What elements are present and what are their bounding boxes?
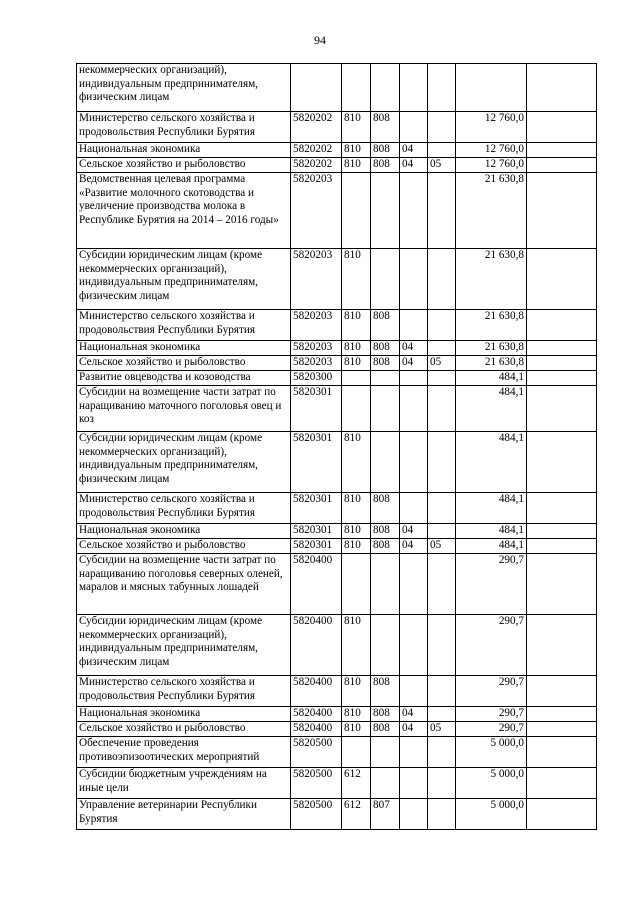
row-rz-cell: 04 bbox=[400, 707, 428, 722]
row-empty-cell bbox=[527, 539, 597, 554]
row-rz-cell bbox=[400, 768, 428, 799]
row-vr-cell: 810 bbox=[342, 524, 371, 539]
row-amount-cell: 5 000,0 bbox=[456, 799, 527, 830]
row-code-cell: 5820301 bbox=[291, 539, 342, 554]
page-number: 94 bbox=[314, 33, 326, 47]
row-vr-cell: 810 bbox=[342, 432, 371, 493]
row-empty-cell bbox=[527, 554, 597, 615]
row-amount-cell: 12 760,0 bbox=[456, 158, 527, 173]
row-empty-cell bbox=[527, 112, 597, 143]
row-amount-cell: 21 630,8 bbox=[456, 310, 527, 341]
row-name-cell: Обеспечение проведения противоэпизоотических мероприятий bbox=[77, 737, 291, 768]
row-gr-cell bbox=[371, 432, 400, 493]
row-code-cell bbox=[291, 64, 342, 112]
row-rz-cell bbox=[400, 554, 428, 615]
table-row bbox=[77, 493, 597, 524]
row-gr-cell: 808 bbox=[371, 341, 400, 356]
row-empty-cell bbox=[527, 249, 597, 310]
row-vr-cell: 810 bbox=[342, 158, 371, 173]
row-pr-cell: 05 bbox=[428, 539, 456, 554]
table-row bbox=[77, 112, 597, 143]
row-empty-cell bbox=[527, 158, 597, 173]
row-pr-cell bbox=[428, 615, 456, 676]
row-code-cell: 5820500 bbox=[291, 768, 342, 799]
table-row bbox=[77, 158, 597, 173]
row-gr-cell bbox=[371, 554, 400, 615]
table-row bbox=[77, 173, 597, 249]
row-name-cell: Субсидии юридическим лицам (кроме некоммерческих организаций), индивидуальным предпринимателям, физическим лицам bbox=[77, 432, 291, 493]
row-rz-cell bbox=[400, 386, 428, 432]
row-gr-cell bbox=[371, 249, 400, 310]
row-rz-cell bbox=[400, 310, 428, 341]
row-pr-cell bbox=[428, 371, 456, 386]
row-empty-cell bbox=[527, 722, 597, 737]
row-empty-cell bbox=[527, 799, 597, 830]
row-code-cell: 5820400 bbox=[291, 676, 342, 707]
row-empty-cell bbox=[527, 143, 597, 158]
row-rz-cell bbox=[400, 173, 428, 249]
row-name-cell: Министерство сельского хозяйства и продовольствия Республики Бурятия bbox=[77, 112, 291, 143]
row-amount-cell: 290,7 bbox=[456, 615, 527, 676]
row-name-cell: Национальная экономика bbox=[77, 524, 291, 539]
row-vr-cell: 810 bbox=[342, 676, 371, 707]
row-empty-cell bbox=[527, 707, 597, 722]
table-row bbox=[77, 737, 597, 768]
row-empty-cell bbox=[527, 341, 597, 356]
row-empty-cell bbox=[527, 356, 597, 371]
row-gr-cell: 808 bbox=[371, 356, 400, 371]
row-pr-cell bbox=[428, 737, 456, 768]
row-vr-cell bbox=[342, 64, 371, 112]
table-row bbox=[77, 799, 597, 830]
row-gr-cell bbox=[371, 737, 400, 768]
row-name-cell: Сельское хозяйство и рыболовство bbox=[77, 722, 291, 737]
row-code-cell: 5820203 bbox=[291, 249, 342, 310]
row-amount-cell: 290,7 bbox=[456, 722, 527, 737]
row-code-cell: 5820400 bbox=[291, 707, 342, 722]
row-rz-cell bbox=[400, 432, 428, 493]
row-amount-cell: 484,1 bbox=[456, 432, 527, 493]
row-empty-cell bbox=[527, 737, 597, 768]
row-code-cell: 5820203 bbox=[291, 173, 342, 249]
row-vr-cell: 810 bbox=[342, 341, 371, 356]
row-empty-cell bbox=[527, 432, 597, 493]
row-empty-cell bbox=[527, 676, 597, 707]
row-amount-cell bbox=[456, 64, 527, 112]
row-rz-cell bbox=[400, 249, 428, 310]
row-rz-cell: 04 bbox=[400, 356, 428, 371]
row-code-cell: 5820301 bbox=[291, 432, 342, 493]
table-row bbox=[77, 539, 597, 554]
row-code-cell: 5820500 bbox=[291, 737, 342, 768]
row-name-cell: Сельское хозяйство и рыболовство bbox=[77, 158, 291, 173]
row-rz-cell bbox=[400, 64, 428, 112]
row-pr-cell bbox=[428, 768, 456, 799]
row-gr-cell: 808 bbox=[371, 112, 400, 143]
row-pr-cell bbox=[428, 143, 456, 158]
row-code-cell: 5820301 bbox=[291, 524, 342, 539]
row-amount-cell: 484,1 bbox=[456, 493, 527, 524]
row-rz-cell: 04 bbox=[400, 143, 428, 158]
row-rz-cell bbox=[400, 493, 428, 524]
budget-table-body bbox=[77, 64, 597, 830]
table-row bbox=[77, 341, 597, 356]
row-code-cell: 5820301 bbox=[291, 493, 342, 524]
row-amount-cell: 21 630,8 bbox=[456, 356, 527, 371]
row-name-cell: Национальная экономика bbox=[77, 341, 291, 356]
row-code-cell: 5820301 bbox=[291, 386, 342, 432]
row-amount-cell: 21 630,8 bbox=[456, 173, 527, 249]
row-rz-cell bbox=[400, 676, 428, 707]
row-amount-cell: 484,1 bbox=[456, 524, 527, 539]
row-amount-cell: 5 000,0 bbox=[456, 737, 527, 768]
row-empty-cell bbox=[527, 768, 597, 799]
row-pr-cell bbox=[428, 249, 456, 310]
row-empty-cell bbox=[527, 386, 597, 432]
table-row bbox=[77, 768, 597, 799]
row-amount-cell: 484,1 bbox=[456, 539, 527, 554]
row-pr-cell bbox=[428, 676, 456, 707]
row-gr-cell bbox=[371, 386, 400, 432]
row-vr-cell: 612 bbox=[342, 768, 371, 799]
row-pr-cell: 05 bbox=[428, 158, 456, 173]
row-vr-cell: 810 bbox=[342, 112, 371, 143]
row-code-cell: 5820202 bbox=[291, 143, 342, 158]
row-vr-cell: 810 bbox=[342, 249, 371, 310]
row-empty-cell bbox=[527, 310, 597, 341]
row-code-cell: 5820203 bbox=[291, 341, 342, 356]
row-rz-cell: 04 bbox=[400, 524, 428, 539]
row-pr-cell: 05 bbox=[428, 356, 456, 371]
row-vr-cell bbox=[342, 371, 371, 386]
row-code-cell: 5820202 bbox=[291, 158, 342, 173]
row-rz-cell: 04 bbox=[400, 539, 428, 554]
table-row bbox=[77, 356, 597, 371]
row-name-cell: Сельское хозяйство и рыболовство bbox=[77, 356, 291, 371]
budget-table bbox=[76, 63, 597, 830]
row-gr-cell bbox=[371, 768, 400, 799]
table-row bbox=[77, 371, 597, 386]
row-name-cell: Национальная экономика bbox=[77, 707, 291, 722]
row-name-cell: Субсидии бюджетным учреждениям на иные цели bbox=[77, 768, 291, 799]
row-gr-cell bbox=[371, 64, 400, 112]
row-name-cell: Развитие овцеводства и козоводства bbox=[77, 371, 291, 386]
row-vr-cell: 810 bbox=[342, 143, 371, 158]
row-vr-cell bbox=[342, 173, 371, 249]
row-pr-cell bbox=[428, 310, 456, 341]
row-name-cell: Сельское хозяйство и рыболовство bbox=[77, 539, 291, 554]
row-name-cell: Ведомственная целевая программа «Развитие молочного скотоводства и увеличение производства молока в Республике Бурятия на 2014 – 2016 годы» bbox=[77, 173, 291, 249]
row-gr-cell bbox=[371, 173, 400, 249]
row-vr-cell: 810 bbox=[342, 493, 371, 524]
row-gr-cell: 808 bbox=[371, 722, 400, 737]
row-name-cell: некоммерческих организаций), индивидуальным предпринимателям, физическим лицам bbox=[77, 64, 291, 112]
row-gr-cell bbox=[371, 615, 400, 676]
row-code-cell: 5820400 bbox=[291, 722, 342, 737]
table-row bbox=[77, 432, 597, 493]
row-name-cell: Управление ветеринарии Республики Бурятия bbox=[77, 799, 291, 830]
row-pr-cell: 05 bbox=[428, 722, 456, 737]
row-pr-cell bbox=[428, 554, 456, 615]
row-pr-cell bbox=[428, 799, 456, 830]
row-rz-cell bbox=[400, 737, 428, 768]
row-pr-cell bbox=[428, 341, 456, 356]
row-amount-cell: 12 760,0 bbox=[456, 112, 527, 143]
row-name-cell: Субсидии юридическим лицам (кроме некоммерческих организаций), индивидуальным предпринимателям, физическим лицам bbox=[77, 615, 291, 676]
row-empty-cell bbox=[527, 64, 597, 112]
row-amount-cell: 290,7 bbox=[456, 707, 527, 722]
table-row bbox=[77, 310, 597, 341]
table-row bbox=[77, 615, 597, 676]
row-name-cell: Министерство сельского хозяйства и продовольствия Республики Бурятия bbox=[77, 676, 291, 707]
row-empty-cell bbox=[527, 493, 597, 524]
row-gr-cell bbox=[371, 371, 400, 386]
row-vr-cell: 810 bbox=[342, 615, 371, 676]
row-name-cell: Субсидии на возмещение части затрат по наращиванию маточного поголовья овец и коз bbox=[77, 386, 291, 432]
row-pr-cell bbox=[428, 493, 456, 524]
row-vr-cell bbox=[342, 554, 371, 615]
row-pr-cell bbox=[428, 173, 456, 249]
row-gr-cell: 808 bbox=[371, 676, 400, 707]
row-empty-cell bbox=[527, 173, 597, 249]
row-vr-cell: 810 bbox=[342, 539, 371, 554]
row-rz-cell: 04 bbox=[400, 158, 428, 173]
row-name-cell: Национальная экономика bbox=[77, 143, 291, 158]
row-vr-cell bbox=[342, 737, 371, 768]
row-pr-cell bbox=[428, 386, 456, 432]
row-amount-cell: 12 760,0 bbox=[456, 143, 527, 158]
table-row bbox=[77, 707, 597, 722]
table-row bbox=[77, 386, 597, 432]
row-pr-cell bbox=[428, 524, 456, 539]
row-empty-cell bbox=[527, 371, 597, 386]
row-pr-cell bbox=[428, 707, 456, 722]
row-code-cell: 5820203 bbox=[291, 310, 342, 341]
row-amount-cell: 21 630,8 bbox=[456, 341, 527, 356]
row-name-cell: Министерство сельского хозяйства и продовольствия Республики Бурятия bbox=[77, 493, 291, 524]
row-rz-cell bbox=[400, 615, 428, 676]
row-gr-cell: 808 bbox=[371, 143, 400, 158]
row-vr-cell: 810 bbox=[342, 310, 371, 341]
row-code-cell: 5820202 bbox=[291, 112, 342, 143]
row-code-cell: 5820500 bbox=[291, 799, 342, 830]
table-row bbox=[77, 554, 597, 615]
row-gr-cell: 808 bbox=[371, 493, 400, 524]
row-amount-cell: 5 000,0 bbox=[456, 768, 527, 799]
table-row bbox=[77, 722, 597, 737]
table-row bbox=[77, 249, 597, 310]
row-empty-cell bbox=[527, 524, 597, 539]
row-pr-cell bbox=[428, 112, 456, 143]
row-amount-cell: 290,7 bbox=[456, 554, 527, 615]
row-vr-cell: 810 bbox=[342, 722, 371, 737]
row-amount-cell: 484,1 bbox=[456, 371, 527, 386]
row-code-cell: 5820400 bbox=[291, 554, 342, 615]
row-pr-cell bbox=[428, 432, 456, 493]
row-rz-cell bbox=[400, 799, 428, 830]
row-pr-cell bbox=[428, 64, 456, 112]
row-rz-cell: 04 bbox=[400, 722, 428, 737]
row-vr-cell: 612 bbox=[342, 799, 371, 830]
row-amount-cell: 290,7 bbox=[456, 676, 527, 707]
row-gr-cell: 808 bbox=[371, 524, 400, 539]
row-name-cell: Министерство сельского хозяйства и продовольствия Республики Бурятия bbox=[77, 310, 291, 341]
row-gr-cell: 808 bbox=[371, 158, 400, 173]
row-code-cell: 5820203 bbox=[291, 356, 342, 371]
row-amount-cell: 21 630,8 bbox=[456, 249, 527, 310]
row-rz-cell: 04 bbox=[400, 341, 428, 356]
row-gr-cell: 807 bbox=[371, 799, 400, 830]
row-gr-cell: 808 bbox=[371, 707, 400, 722]
table-row bbox=[77, 143, 597, 158]
row-name-cell: Субсидии на возмещение части затрат по наращиванию поголовья северных оленей, маралов и мясных табунных лошадей bbox=[77, 554, 291, 615]
row-rz-cell bbox=[400, 112, 428, 143]
row-gr-cell: 808 bbox=[371, 539, 400, 554]
row-vr-cell: 810 bbox=[342, 356, 371, 371]
table-row bbox=[77, 64, 597, 112]
row-empty-cell bbox=[527, 615, 597, 676]
row-code-cell: 5820400 bbox=[291, 615, 342, 676]
row-vr-cell: 810 bbox=[342, 707, 371, 722]
row-amount-cell: 484,1 bbox=[456, 386, 527, 432]
row-rz-cell bbox=[400, 371, 428, 386]
table-row bbox=[77, 524, 597, 539]
table-row bbox=[77, 676, 597, 707]
row-code-cell: 5820300 bbox=[291, 371, 342, 386]
row-vr-cell bbox=[342, 386, 371, 432]
row-name-cell: Субсидии юридическим лицам (кроме некоммерческих организаций), индивидуальным предпринимателям, физическим лицам bbox=[77, 249, 291, 310]
row-gr-cell: 808 bbox=[371, 310, 400, 341]
